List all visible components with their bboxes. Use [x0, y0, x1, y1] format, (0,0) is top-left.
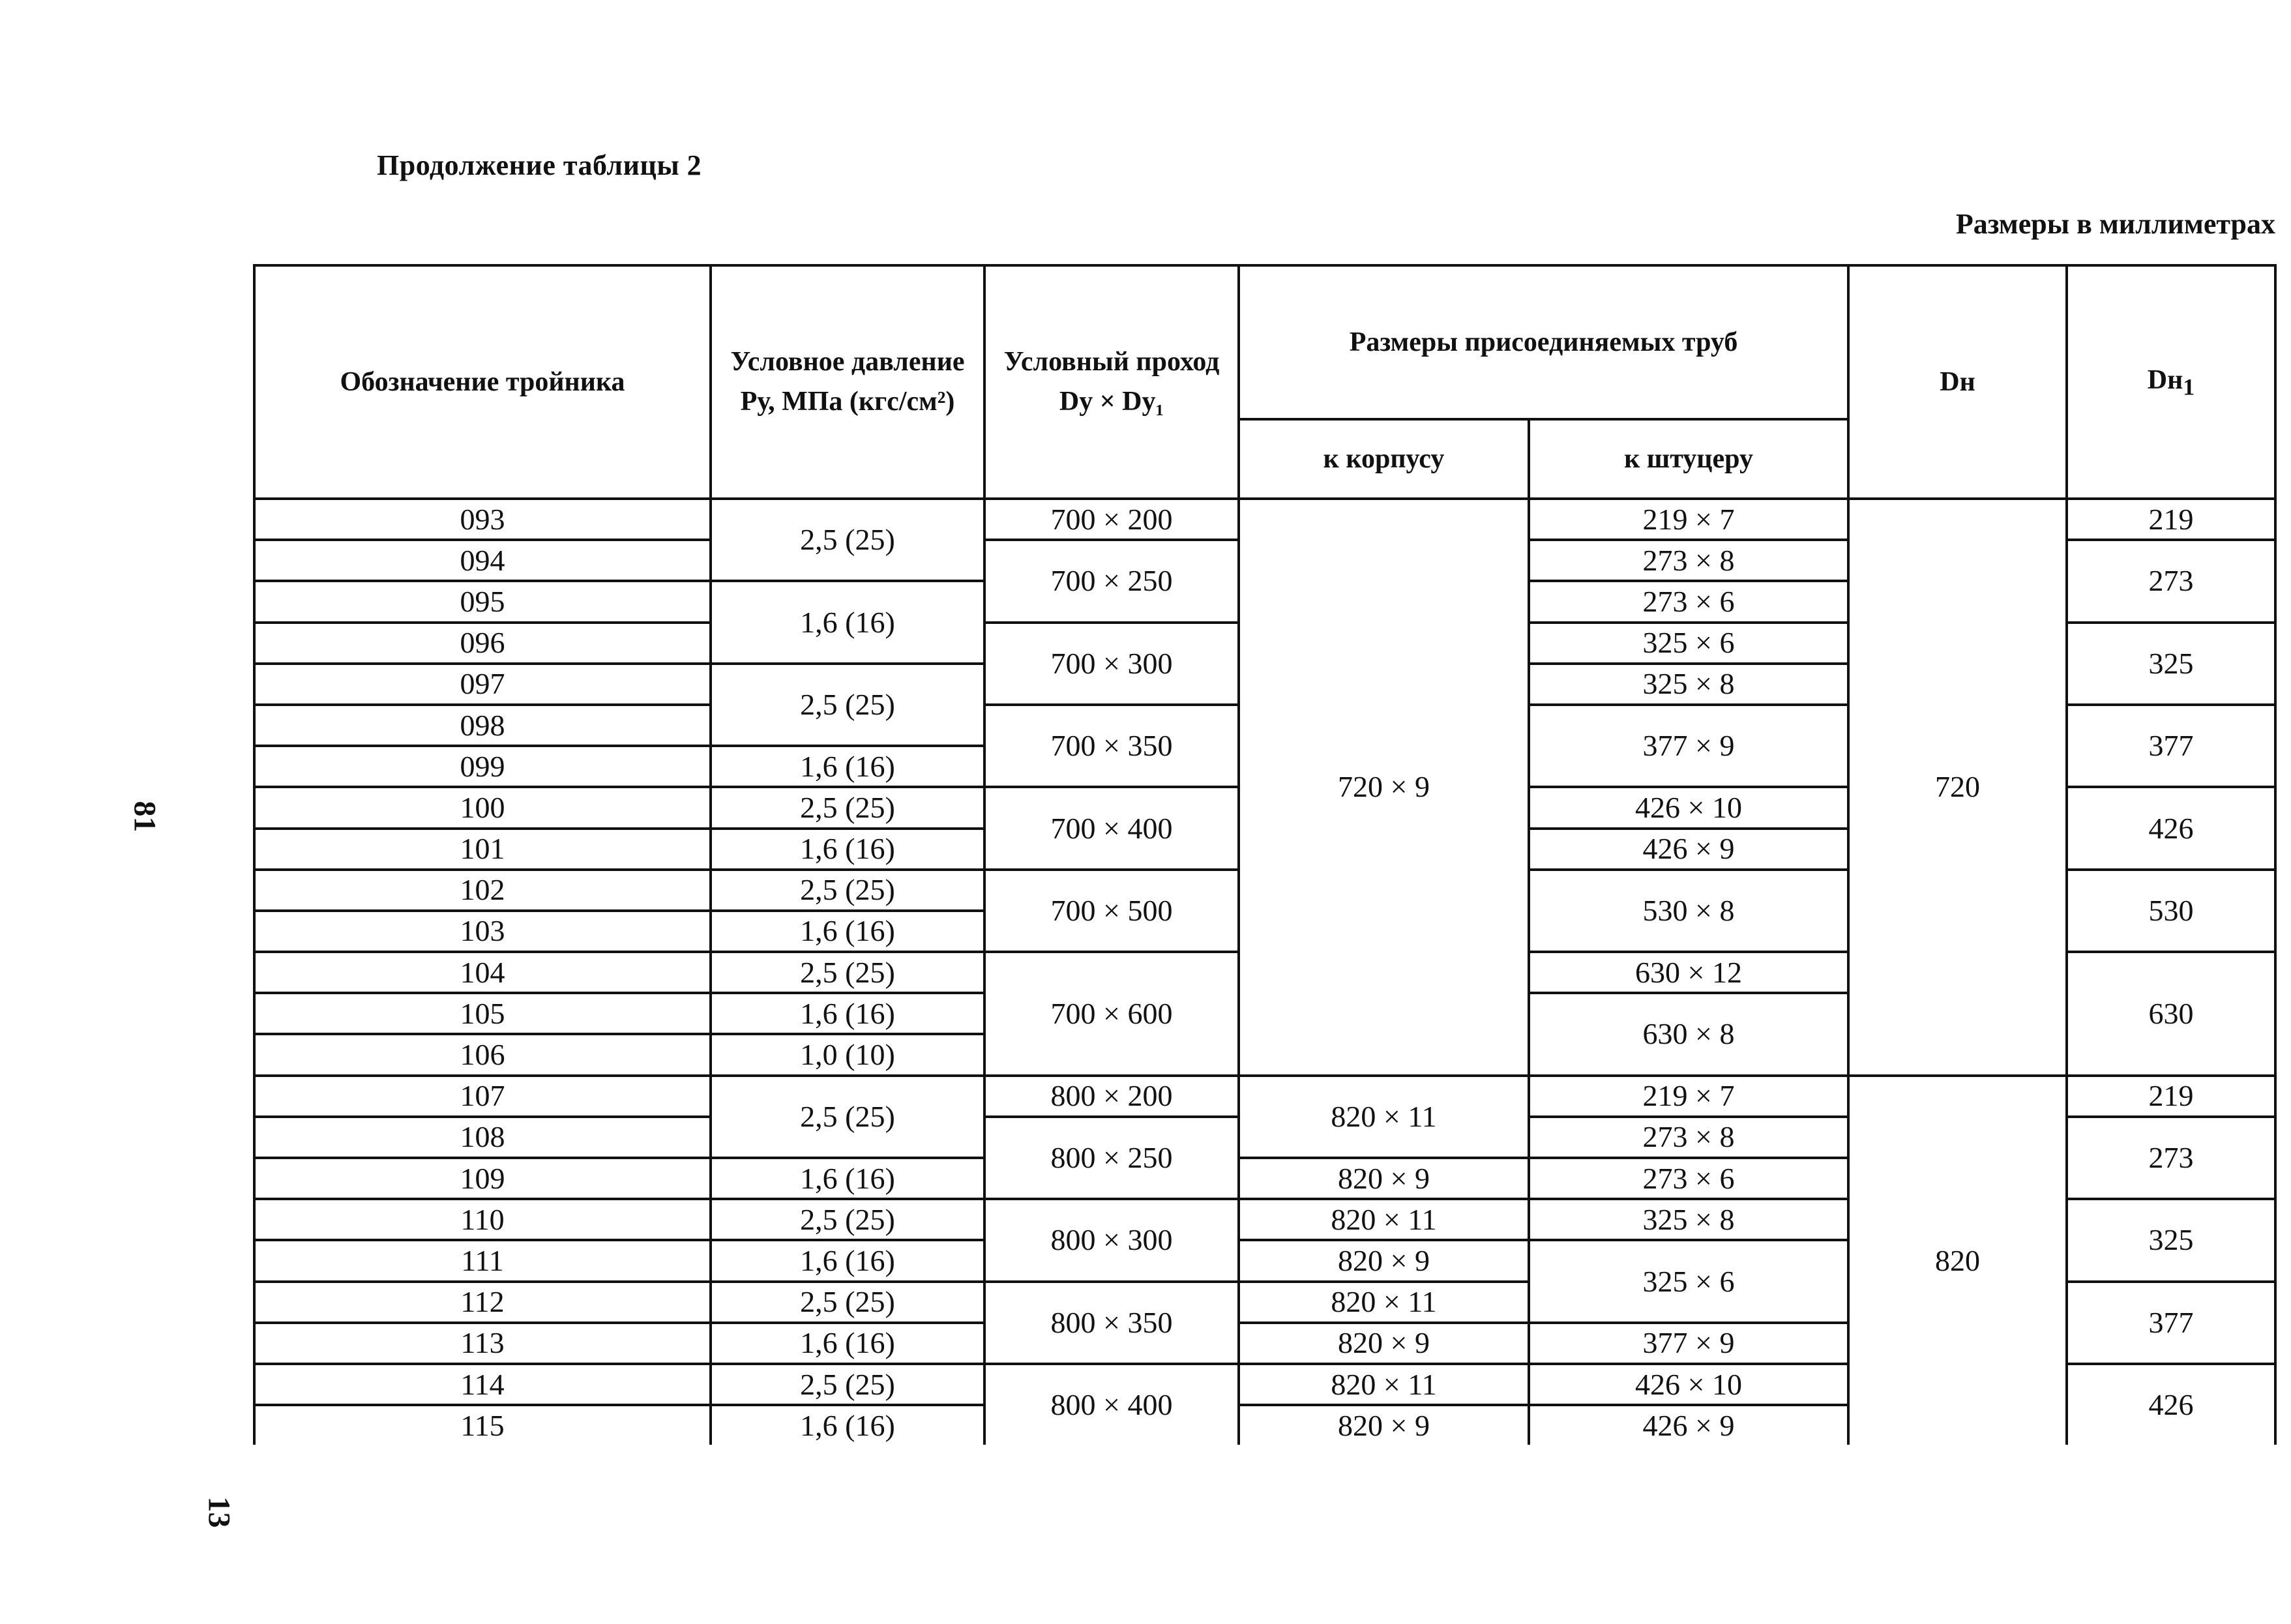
- cell-designation: 095: [254, 581, 711, 622]
- table-body: [254, 499, 2275, 1445]
- cell-body: 720 × 9: [1239, 499, 1529, 1076]
- cell-pressure: 2,5 (25): [711, 787, 984, 828]
- cell-branch: 325 × 6: [1529, 623, 1848, 664]
- cell-body: 820 × 11: [1239, 1076, 1529, 1158]
- cell-branch: 273 × 8: [1529, 540, 1848, 581]
- cell-dh1: 325: [2067, 1199, 2275, 1281]
- cell-designation: 100: [254, 787, 711, 828]
- cell-passage: 800 × 300: [984, 1199, 1239, 1281]
- cell-designation: 096: [254, 623, 711, 664]
- cell-passage: 800 × 250: [984, 1117, 1239, 1199]
- cell-branch: 325 × 8: [1529, 1199, 1848, 1240]
- cell-branch: 426 × 9: [1529, 1405, 1848, 1445]
- table-row: [254, 499, 2275, 540]
- cell-body: 820 × 11: [1239, 1199, 1529, 1240]
- cell-pressure: 1,6 (16): [711, 746, 984, 787]
- cell-designation: 099: [254, 746, 711, 787]
- cell-pressure: 1,6 (16): [711, 1405, 984, 1445]
- cell-dh1: 273: [2067, 540, 2275, 622]
- bottom-page-number: 13: [201, 1496, 237, 1528]
- cell-pressure: 1,6 (16): [711, 993, 984, 1034]
- cell-branch: 219 × 7: [1529, 1076, 1848, 1117]
- cell-designation: 108: [254, 1117, 711, 1158]
- cell-body: 820 × 11: [1239, 1282, 1529, 1323]
- cell-branch: 426 × 10: [1529, 787, 1848, 828]
- cell-branch: 377 × 9: [1529, 1323, 1848, 1364]
- cell-dh1: 273: [2067, 1117, 2275, 1199]
- cell-designation: 103: [254, 911, 711, 952]
- cell-pressure: 2,5 (25): [711, 499, 984, 581]
- cell-body: 820 × 9: [1239, 1323, 1529, 1364]
- cell-branch: 273 × 6: [1529, 581, 1848, 622]
- cell-designation: 101: [254, 829, 711, 870]
- header-pressure: Условное давление Ру, МПа (кгс/см²): [711, 265, 984, 499]
- cell-pressure: 2,5 (25): [711, 1364, 984, 1405]
- header-to-branch: к штуцеру: [1529, 419, 1848, 499]
- table-row: [254, 1076, 2275, 1117]
- cell-body: 820 × 9: [1239, 1158, 1529, 1199]
- dimensions-table: [253, 264, 2277, 1445]
- cell-designation: 109: [254, 1158, 711, 1199]
- cell-designation: 106: [254, 1034, 711, 1075]
- cell-passage: 800 × 200: [984, 1076, 1239, 1117]
- cell-passage: 700 × 200: [984, 499, 1239, 540]
- cell-branch: 630 × 12: [1529, 952, 1848, 993]
- cell-designation: 098: [254, 705, 711, 746]
- cell-pressure: 1,6 (16): [711, 1158, 984, 1199]
- cell-designation: 097: [254, 664, 711, 705]
- cell-designation: 105: [254, 993, 711, 1034]
- header-dh: Dн: [1848, 265, 2067, 499]
- cell-passage: 700 × 300: [984, 623, 1239, 705]
- cell-dh1: 219: [2067, 499, 2275, 540]
- cell-designation: 114: [254, 1364, 711, 1405]
- cell-branch: 426 × 10: [1529, 1364, 1848, 1405]
- cell-dh1: 377: [2067, 705, 2275, 787]
- cell-designation: 110: [254, 1199, 711, 1240]
- cell-passage: 800 × 400: [984, 1364, 1239, 1445]
- cell-dh1: 219: [2067, 1076, 2275, 1117]
- cell-designation: 104: [254, 952, 711, 993]
- cell-dh: 720: [1848, 499, 2067, 1076]
- cell-designation: 113: [254, 1323, 711, 1364]
- cell-body: 820 × 9: [1239, 1405, 1529, 1445]
- cell-dh1: 530: [2067, 870, 2275, 952]
- cell-pressure: 2,5 (25): [711, 1282, 984, 1323]
- header-passage: Условный проход Dу × Dу₁: [984, 265, 1239, 499]
- cell-pressure: 2,5 (25): [711, 952, 984, 993]
- cell-passage: 700 × 250: [984, 540, 1239, 622]
- cell-pressure: 1,6 (16): [711, 829, 984, 870]
- cell-pressure: 1,6 (16): [711, 581, 984, 663]
- cell-dh1: 426: [2067, 787, 2275, 869]
- cell-branch: 273 × 8: [1529, 1117, 1848, 1158]
- cell-pressure: 1,6 (16): [711, 1323, 984, 1364]
- cell-branch: 426 × 9: [1529, 829, 1848, 870]
- header-dh1-base: Dн: [2147, 364, 2183, 395]
- cell-designation: 107: [254, 1076, 711, 1117]
- cell-dh1: 377: [2067, 1282, 2275, 1364]
- cell-branch: 630 × 8: [1529, 993, 1848, 1075]
- cell-pressure: 2,5 (25): [711, 1076, 984, 1158]
- header-dh1: [2067, 265, 2275, 499]
- cell-pressure: 1,6 (16): [711, 911, 984, 952]
- cell-dh: 820: [1848, 1076, 2067, 1445]
- cell-passage: 700 × 500: [984, 870, 1239, 952]
- cell-pressure: 2,5 (25): [711, 1199, 984, 1240]
- cell-passage: 700 × 350: [984, 705, 1239, 787]
- cell-designation: 111: [254, 1240, 711, 1281]
- header-to-body: к корпусу: [1239, 419, 1529, 499]
- units-note: Размеры в миллиметрах: [1955, 208, 2275, 240]
- cell-branch: 325 × 8: [1529, 664, 1848, 705]
- cell-branch: 273 × 6: [1529, 1158, 1848, 1199]
- cell-pressure: 1,6 (16): [711, 1240, 984, 1281]
- table-caption: Продолжение таблицы 2: [377, 149, 702, 181]
- cell-designation: 102: [254, 870, 711, 911]
- cell-dh1: 325: [2067, 623, 2275, 705]
- cell-pressure: 1,0 (10): [711, 1034, 984, 1075]
- cell-pressure: 2,5 (25): [711, 664, 984, 746]
- cell-dh1: 426: [2067, 1364, 2275, 1445]
- header-designation: Обозначение тройника: [254, 265, 711, 499]
- cell-branch: 219 × 7: [1529, 499, 1848, 540]
- cell-branch: 530 × 8: [1529, 870, 1848, 952]
- cell-passage: 700 × 400: [984, 787, 1239, 869]
- cell-passage: 800 × 350: [984, 1282, 1239, 1364]
- cell-designation: 094: [254, 540, 711, 581]
- cell-branch: 377 × 9: [1529, 705, 1848, 787]
- header-pipe-sizes: Размеры присоединяемых труб: [1239, 265, 1848, 419]
- cell-designation: 115: [254, 1405, 711, 1445]
- header-dh1-sub: 1: [2183, 374, 2195, 400]
- cell-pressure: 2,5 (25): [711, 870, 984, 911]
- side-page-number: 81: [127, 801, 162, 833]
- cell-designation: 112: [254, 1282, 711, 1323]
- cell-passage: 700 × 600: [984, 952, 1239, 1076]
- cell-branch: 325 × 6: [1529, 1240, 1848, 1322]
- cell-body: 820 × 11: [1239, 1364, 1529, 1405]
- cell-dh1: 630: [2067, 952, 2275, 1076]
- cell-body: 820 × 9: [1239, 1240, 1529, 1281]
- cell-designation: 093: [254, 499, 711, 540]
